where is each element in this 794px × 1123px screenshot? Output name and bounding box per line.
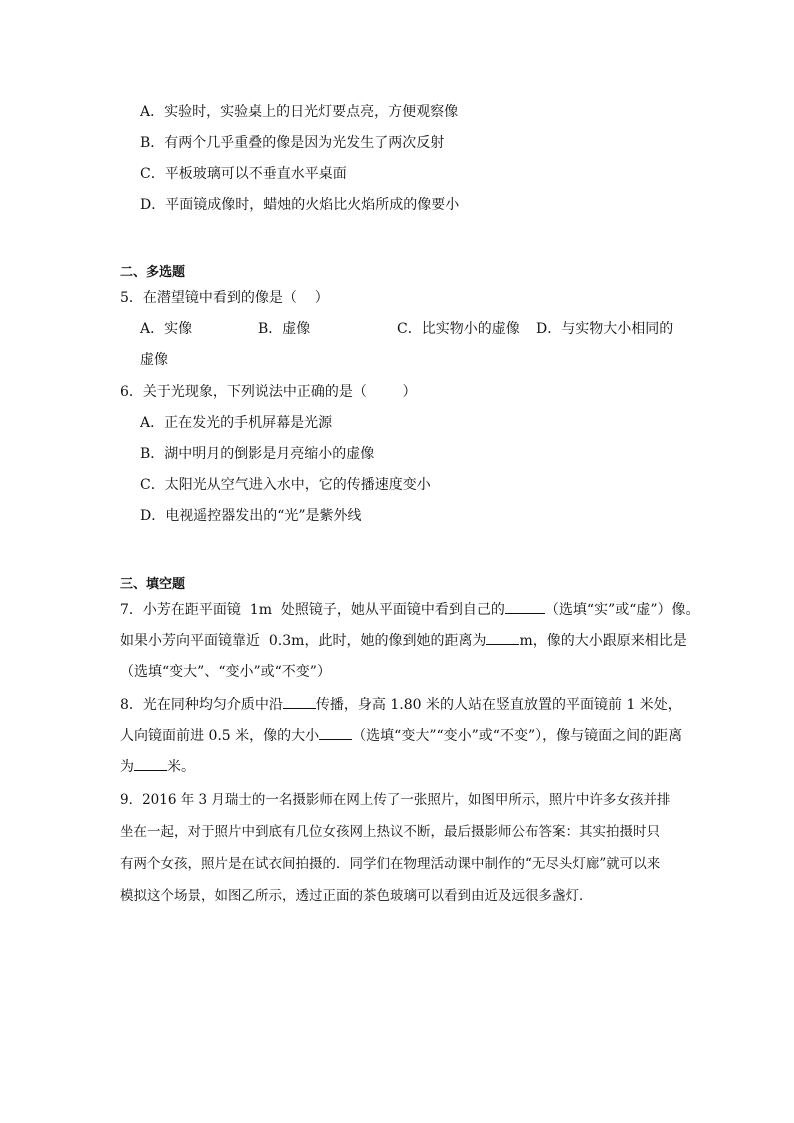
q6-option-a: A．正在发光的手机屏幕是光源 [140,415,333,431]
q5-option-b: B．虚像 [258,321,311,337]
q7-line-2-text-a: 如果小芳向平面镜靠近 0.3m，此时，她的像到她的距离为 [120,633,487,649]
q8-blank-2 [319,727,352,740]
q4-option-b: B．有两个几乎重叠的像是因为光发生了两次反射 [140,135,445,151]
q8-line-3-text-b: 米。 [167,759,195,775]
q8-line-2-text-a: 人向镜面前进 0.5 米，像的大小 [120,728,320,744]
q4-option-c: C．平板玻璃可以不垂直水平桌面 [140,166,347,182]
q7-blank-1 [505,601,545,614]
q5-option-a: A．实像 [140,321,193,337]
q8-line-1 [120,696,682,714]
q7-line-1 [120,601,700,619]
q8-line-2 [120,727,682,745]
section-title-fill-blank: 三、填空题 [120,577,186,592]
q5-option-d: D．与实物大小相同的 [536,321,674,337]
q8-blank-1 [283,696,316,709]
q5-option-d-continued: 虚像 [140,352,168,368]
q6-option-d: D．电视遥控器发出的“光”是紫外线 [140,508,362,524]
q6-stem: 6．关于光现象，下列说法中正确的是（ ） [120,384,417,400]
q8-line-1-text-b: 传播，身高 1.80 米的人站在竖直放置的平面镜前 1 米处， [315,697,682,713]
q8-line-1-text-a: 8．光在同种均匀介质中沿 [120,697,283,713]
q6-option-b: B．湖中明月的倒影是月亮缩小的虚像 [140,446,375,462]
section-title-multiple-choice: 二、多选题 [120,265,186,280]
q9-line-1: 9．2016 年 3 月瑞士的一名摄影师在网上传了一张照片，如图甲所示，照片中许多女孩并排 [120,792,671,808]
q5-stem: 5．在潜望镜中看到的像是（ ） [120,290,329,306]
q9-line-2: 坐在一起，对于照片中到底有几位女孩网上热议不断，最后摄影师公布答案：其实拍摄时只 [120,824,660,840]
q6-option-c: C．太阳光从空气进入水中，它的传播速度变小 [140,477,431,493]
q7-line-2-text-b: m，像的大小跟原来相比是 [519,633,687,649]
q7-line-1-text-a: 7．小芳在距平面镜 1m 处照镜子，她从平面镜中看到自己的 [120,602,505,618]
q8-line-2-text-b: （选填“变大”“变小”或“不变”），像与镜面之间的距离 [352,728,683,744]
q8-blank-3 [134,758,167,771]
q7-blank-2 [486,632,519,645]
q8-line-3 [120,758,195,776]
q9-line-4: 模拟这个场景，如图乙所示，透过正面的茶色玻璃可以看到由近及远很多盏灯． [120,888,593,904]
q4-option-d: D．平面镜成像时，蜡烛的火焰比火焰所成的像要小 [140,197,460,213]
q4-option-a: A．实验时，实验桌上的日光灯要点亮，方便观察像 [140,104,459,120]
q7-line-2 [120,632,687,650]
q5-option-c: C．比实物小的虚像 [397,321,520,337]
q8-line-3-text-a: 为 [120,759,134,775]
q7-line-3: （选填“变大”、“变小”或“不变”） [120,664,331,680]
q9-line-3: 有两个女孩，照片是在试衣间拍摄的．同学们在物理活动课中制作的“无尽头灯廊”就可以来 [120,856,661,872]
q7-line-1-text-b: （选填“实”或“虚”）像。 [544,602,700,618]
